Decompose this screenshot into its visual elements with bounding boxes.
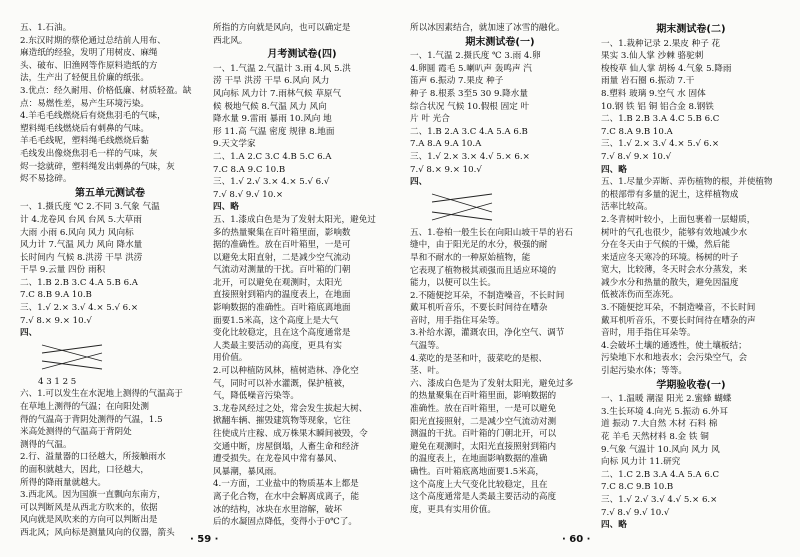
- text-line: 一、1.摄氏度 ℃ 2.不同 3.气象 气温: [20, 202, 160, 213]
- monthly-test-4-title: 月考测试卷(四): [267, 49, 337, 61]
- text-line: 3.西北风。因为国旗一直飘向东南方，: [20, 490, 166, 501]
- semester-section-2: 二、1.C 2.B 3.A 4.A 5.A 6.C: [601, 469, 720, 480]
- unit5-section-6: [20, 388, 200, 539]
- text-line: 笛声 6.振动 7.果皮 种子: [410, 76, 504, 87]
- monthly-section-3b: 7.√ 8.√ 9.√ 10.×: [213, 189, 284, 200]
- text-line: 一、1.栽种记录 2.果皮 种子 花: [601, 38, 721, 49]
- text-line: 麻造纸的经验，发明了用树皮、麻绳: [20, 48, 158, 59]
- semester-section-2b: 7.C 8.C 9.B 10.B: [601, 482, 674, 493]
- text-line: 六、1.可以发生在水泥地上测得的气温高于: [20, 389, 183, 400]
- text-line: 树叶的气孔也很少，能够有效地减少水: [601, 227, 748, 238]
- text-line: 长时间内 气候 8.洪涝 干旱 洪涝: [20, 252, 143, 263]
- text-line: 离子化合物，在水中会解离成离子，能: [213, 491, 360, 502]
- text-line: 羊毛毛线呢，塑料绳毛线燃烧后黏: [20, 136, 149, 147]
- text-line: 2.行、溢量器的口径越大，所接触雨水: [20, 452, 166, 463]
- final2-section-3: 三、1.√ 2.× 3.√ 4.× 5.√ 6.×: [601, 139, 720, 150]
- matching-lines-sketch-2: [428, 191, 498, 225]
- final1-section-6: [410, 378, 590, 517]
- text-line: 所指的方向就是风向，也可以确定是: [213, 23, 351, 33]
- unit5-section-3b: 7.√ 8.× 9.× 10.√: [20, 315, 92, 326]
- text-line: 在草地上测得的气温；在向阳处测: [20, 402, 149, 413]
- unit4-answers-tail: [20, 22, 200, 135]
- text-line: 用价值。: [213, 353, 248, 364]
- text-line: 五、1.尽量少弄断、弄伤植物的根，并使植物: [601, 177, 773, 188]
- text-line: 准确性。放在百叶箱里，一是可以避免: [410, 404, 557, 415]
- unit5-section-2b: 7.C 8.B 9.A 10.B: [20, 290, 92, 301]
- text-line: 来适应冬天寒冷的环境。杨树的叶子: [601, 252, 739, 263]
- text-line: 烬不易捻碎。: [20, 174, 72, 185]
- unit5-section-2: 二、1.B 2.B 3.C 4.A 5.B 6.A: [20, 277, 138, 288]
- final1-section-5: [410, 227, 590, 378]
- text-line: 的根部带有多量的泥土，这样植物成: [601, 189, 739, 200]
- text-line: 点：易燃性差，易产生环境污染。: [20, 98, 149, 109]
- text-line: 向标 风力计 11.研究: [601, 457, 681, 468]
- text-line: 梭梭草 仙人掌 胡杨 4.气象 5.降雨: [601, 63, 732, 74]
- text-line: 计 4.龙卷风 台风 台风 5.大草雨: [20, 214, 142, 225]
- text-line: 的热量聚集在百叶箱里面，影响数据的: [410, 391, 557, 402]
- unit5-test-title: 第五单元测试卷: [75, 187, 145, 199]
- text-line: 烬一捻就碎，塑料绳发出刺鼻的气味，灰: [20, 161, 175, 172]
- text-line: 音时，用手指住耳朵等。: [410, 315, 505, 326]
- text-line: 风向就是风吹来的方向可以判断出是: [20, 515, 158, 526]
- text-line: 多的热量聚集在百叶箱里面，影响数: [213, 227, 351, 238]
- text-line: 所得的降雨量就越大。: [20, 477, 106, 488]
- text-line: 往使成片庄稼、成万株果木瞬间被毁，令: [213, 429, 368, 439]
- text-line: 活率比较高。: [601, 202, 653, 213]
- text-line: 一、1.气温 2.气温计 3.雨 4.风 5.洪: [213, 63, 351, 74]
- text-line: 4.一方面，工业盐中的物质基本上都是: [213, 479, 359, 490]
- text-line: 戴耳机听音乐，不要长时间待在嘈杂的声: [601, 315, 756, 326]
- text-line: 得的气温高于背阴处测得的气温，1.5: [20, 414, 163, 425]
- text-line: 五、1.石油。: [20, 23, 72, 33]
- text-line: 影响数据的准确性。百叶箱底离地面: [213, 303, 351, 314]
- text-line: 这个高度上大气变化比较稳定，且在: [410, 479, 548, 490]
- text-line: 2.不随便挖耳朵，不制造噪音，不长时间: [410, 290, 565, 301]
- text-line: 2.东汉时期的蔡伦通过总结前人用布、: [20, 35, 166, 46]
- semester-test-1-title: 学期验收卷(一): [656, 379, 726, 391]
- text-line: 五、1.漆成白色是为了发射太阳光，避免过: [213, 214, 376, 225]
- semester-section-4: 四、略: [601, 520, 627, 531]
- text-line: 果实 3.仙人掌 沙棘 骆驼刺: [601, 51, 704, 62]
- text-line: 避免在观测时，太阳光直接照射到箱内: [410, 441, 557, 452]
- text-line: 可以判断风是从西北方吹来的，依据: [20, 502, 158, 513]
- text-line: 风暴潮，暴风雨。: [213, 466, 282, 477]
- text-line: 候 极地气候 8.气温 风力 风向: [213, 101, 327, 112]
- final1-section-2b: 7.A 8.A 9.A 10.A: [410, 139, 482, 150]
- text-line: 冰的结构，冰块在水里溶解，破坏: [213, 504, 342, 515]
- text-line: 六、漆成白色是为了发射太阳光，避免过多: [410, 378, 574, 389]
- text-line: 9.气象 气温计 10.风向 风力 风: [601, 444, 720, 455]
- final2-section-3b: 7.√ 8.√ 9.× 10.√: [601, 151, 672, 162]
- text-line: 8.塑料 玻璃 9.空气 水 固体: [601, 88, 706, 99]
- final1-section-2: 二、1.B 2.A 3.C 4.A 5.A 6.B: [410, 126, 528, 137]
- text-line: 3.不随便挖耳朵，不制造噪音，不长时间: [601, 303, 756, 314]
- column-3: [410, 22, 590, 522]
- page-number-right: · 60 ·: [562, 534, 591, 545]
- text-line: 戴耳机听音乐，不要长时间待在嘈杂: [410, 303, 548, 314]
- text-line: 综合状况 气候 10.假根 固定 叶: [410, 101, 530, 112]
- final2-section-1: [601, 38, 781, 114]
- text-line: 3.优点：经久耐用、价格低廉、材质轻盈。缺: [20, 85, 192, 96]
- text-line: 一、1.温暖 潮湿 阳光 2.蜜蜂 蝴蝶: [601, 394, 732, 405]
- text-line: 3.补给水源，灌溉农田，净化空气、调节: [410, 328, 565, 339]
- text-line: 气流动对测量的干扰。百叶箱的门朝: [213, 265, 351, 276]
- text-line: 4.菜吃的是茎和叶，菠菜吃的是根、: [410, 353, 548, 364]
- text-line: 2.冬青树叶较小，上面包裹着一层蜡质，: [601, 214, 756, 225]
- monthly-section-1: [213, 63, 391, 151]
- final2-section-5: [601, 176, 781, 378]
- text-line: 法，生产出了轻便且价廉的纸张。: [20, 73, 149, 84]
- text-line: 确性。百叶箱底离地面要1.5米高，: [410, 467, 544, 477]
- text-line: 引起污染水体；等等。: [601, 366, 687, 377]
- text-line: 变化比较稳定，且在这个高度通常是: [213, 328, 351, 339]
- text-line: 西北风。: [213, 35, 248, 46]
- text-line: 片 叶 光合: [410, 114, 450, 125]
- text-line: 西北风；风向标是测量风向的仪器，箭头: [20, 527, 175, 538]
- text-line: 米高处测得的气温高于背阴处: [20, 427, 132, 438]
- text-line: 后的水凝固点降低，变得小于0℃了。: [213, 517, 357, 528]
- final2-section-4: 四、略: [601, 164, 627, 175]
- matching-lines-sketch: [38, 342, 108, 374]
- monthly-section-4: 四、略: [213, 202, 239, 213]
- text-line: 道 振动 7.大自然 木材 石料 棉: [601, 419, 718, 430]
- text-line: 花 羊毛 天然材料 8.金 铁 铜: [601, 432, 709, 442]
- semester-section-1: [601, 393, 781, 469]
- text-line: 面要1.5米高，这个高度上是大气: [213, 315, 339, 326]
- text-line: 头、破布、旧渔网等作原料造纸的方: [20, 60, 158, 71]
- column-1: [20, 22, 200, 538]
- text-line: 度，更具有实用价值。: [410, 504, 496, 515]
- text-line: 一、1.气温 2.摄氏度 ℃ 3.雨 4.卵: [410, 51, 541, 62]
- text-line: 能力，以便可以生长。: [410, 278, 496, 289]
- text-line: 涝 干旱 洪涝 干旱 6.风向 风力: [213, 76, 330, 87]
- text-line: 减少水分和热量的散失，避免因温度: [601, 277, 739, 288]
- monthly-section-2: 二、1.A 2.C 3.C 4.B 5.C 6.A: [213, 151, 332, 162]
- page-number-left: · 59 ·: [190, 534, 219, 545]
- text-line: 据的准确性。放在百叶箱里，一是可: [213, 240, 351, 251]
- text-line: 降水量 9.雷雨 暴雨 10.风向 地: [213, 114, 332, 125]
- text-line: 大雨 小雨 6.风向 风力 风向标: [20, 227, 134, 238]
- text-line: 10.钢 铁 铝 铜 铝合金 8.钢铁: [601, 101, 714, 112]
- unit5-sequence: 4 3 1 2 5: [38, 376, 77, 387]
- final2-section-2b: 7.C 8.A 9.B 10.A: [601, 126, 673, 137]
- text-line: 北开，可以避免在观测时，太阳光: [213, 277, 342, 288]
- unit5-answers-tail: [213, 22, 391, 47]
- final1-section-3: 三、1.√ 2.× 3.× 4.√ 5.× 6.×: [410, 151, 530, 162]
- text-line: 干旱 9.云量 四份 雨积: [20, 265, 106, 276]
- text-line: 缝中，由于阳光足的水分，极强的耐: [410, 240, 548, 251]
- monthly-section-2b: 7.C 8.A 9.C 10.B: [213, 164, 286, 175]
- semester-section-3b: 7.√ 8.√ 9.√ 10.√: [601, 507, 670, 518]
- text-line: 塑料绳毛线燃烧后有刺鼻的气味。: [20, 123, 149, 134]
- text-line: 雨量 岩石圈 6.振动 7.干: [601, 76, 695, 87]
- text-line: 交通中断，房屋倒塌，人畜生命和经济: [213, 441, 360, 452]
- text-line: 它表现了植物极其顽强而且适应环境的: [410, 265, 557, 276]
- column-4: [601, 22, 781, 531]
- monthly-section-3: 三、1.√ 2.√ 3.× 4.× 5.√ 6.√: [213, 177, 330, 188]
- text-line: 2.可以种植防风林，植树造林、净化空: [213, 366, 359, 377]
- text-line: 气温等。: [410, 341, 445, 352]
- final-test-2-title: 期末测试卷(二): [656, 24, 726, 35]
- text-line: 毛线发出像烧焦羽毛一样的气味，灰: [20, 148, 158, 159]
- text-line: 气，降低噪音污染等。: [213, 391, 299, 402]
- text-line: 3.龙卷风经过之处，常会发生拔起大树、: [213, 403, 368, 414]
- text-line: 人类最主要活动的高度，更具有实: [213, 340, 342, 351]
- column-2: [213, 22, 391, 528]
- text-line: 种子 8.根系 3至5 30 9.降水量: [410, 88, 528, 99]
- text-line: 4.卵圆 霞毛 5.喇叭声 轰鸣声 汽: [410, 63, 532, 74]
- text-line: 4.羊毛毛线燃烧后有烧焦羽毛的气味，: [20, 111, 166, 122]
- unit4-answers-tail-2: [20, 135, 200, 185]
- text-line: 五、1.卷柏一般生长在向阳山坡干旱的岩石: [410, 227, 573, 238]
- final-test-1-title: 期末测试卷(一): [465, 36, 535, 48]
- text-line: 风向标 风力计 7.雨林气候 草原气: [213, 88, 342, 99]
- unit5-section-4: 四、: [20, 328, 38, 339]
- text-line: 测得的气温。: [20, 439, 72, 450]
- text-line: 低被冻伤而至冻死。: [601, 290, 679, 301]
- text-line: 以避免太阳直射，二是减少空气流动: [213, 252, 351, 263]
- text-line: 4.会破坏土壤的通透性，使土壤板结；: [601, 340, 747, 351]
- text-line: 测温的干扰。百叶箱的门朝北开，可以: [410, 429, 557, 440]
- final2-section-2: 二、1.B 2.B 3.A 4.C 5.B 6.C: [601, 114, 720, 125]
- semester-section-3: 三、1.√ 2.√ 3.√ 4.√ 5.× 6.×: [601, 494, 718, 505]
- unit5-section-1: [20, 201, 200, 277]
- text-line: 分在冬天由于气候的干燥，然后能: [601, 240, 730, 251]
- monthly-section-5: [213, 214, 391, 529]
- final1-section-1: [410, 50, 590, 126]
- text-line: 3.生长环境 4.向光 5.振动 6.外耳: [601, 406, 728, 417]
- monthly-answers-tail: 所以冰因素结合，就加速了冰雪的融化。: [410, 23, 565, 33]
- text-line: 的温度表上，在地面影响数据的准确: [410, 454, 548, 465]
- text-line: 音时，用手指住耳朵等。: [601, 328, 696, 339]
- text-line: 的面积就越大，因此，口径越大，: [20, 465, 149, 475]
- text-line: 宽大，比较薄，冬天时会水分蒸发，来: [601, 265, 748, 276]
- final1-section-3b: 7.√ 8.× 9.× 10.√: [410, 164, 482, 175]
- text-line: 污染地下水和地表水；会污染空气，会: [601, 353, 748, 364]
- text-line: 遭受损失。在龙卷风中常有暴风、: [213, 454, 342, 465]
- text-line: 这个高度通常是人类最主要活动的高度: [410, 492, 557, 503]
- final1-section-4: 四、: [410, 177, 428, 188]
- text-line: 直接照射到箱内的温度表上，在地面: [213, 290, 351, 301]
- text-line: 形 11.高 气温 密度 规律 8.地面: [213, 126, 335, 137]
- text-line: 茎、叶。: [410, 366, 445, 377]
- text-line: 掀翻车辆、摧毁建筑物等现象，它往: [213, 416, 351, 427]
- text-line: 风力计 7.气温 风力 风向 降水量: [20, 240, 143, 251]
- text-line: 9.天文学家: [213, 139, 256, 150]
- unit5-section-3: 三、1.√ 2.× 3.√ 4.× 5.√ 6.×: [20, 303, 139, 314]
- text-line: 旱和不耐水的一种原始植物，能: [410, 252, 531, 263]
- text-line: 气，同时可以补水灌溉，保护植被，: [213, 378, 351, 389]
- text-line: 阳光直接照射，二是减少空气流动对测: [410, 416, 557, 427]
